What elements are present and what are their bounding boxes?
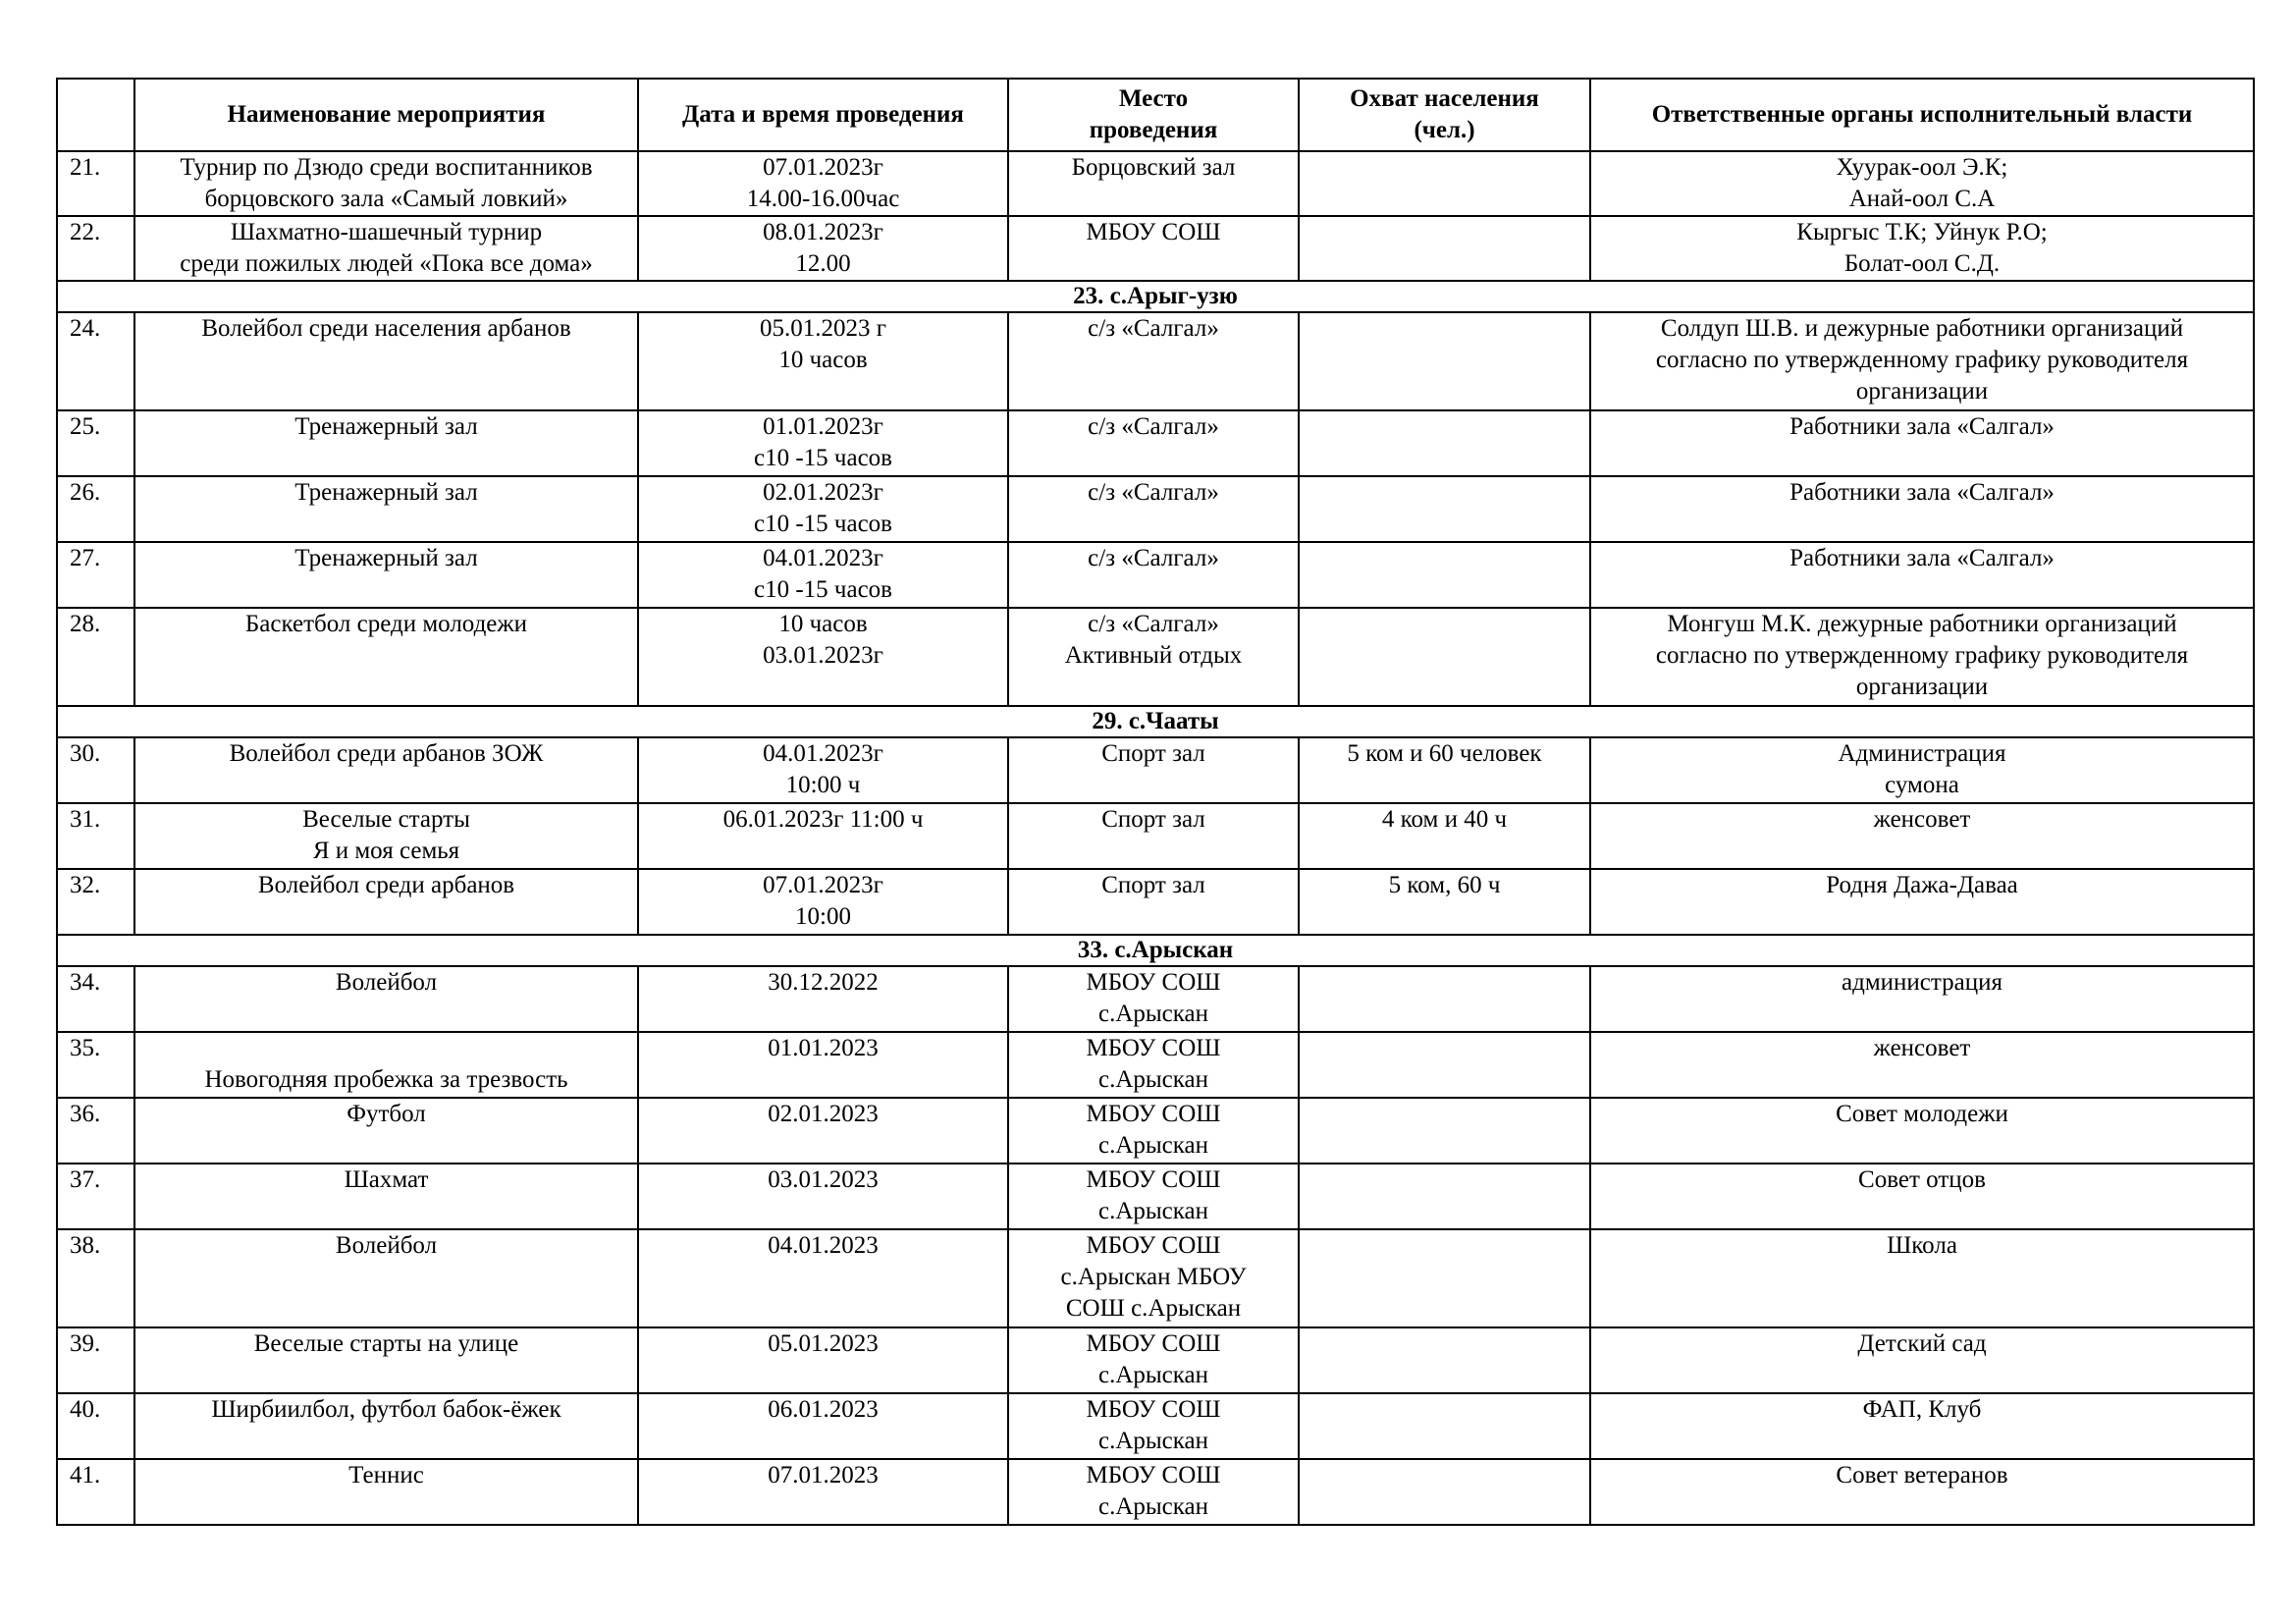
row-number: 28. xyxy=(57,608,134,706)
event-date-line: 06.01.2023г 11:00 ч xyxy=(722,806,924,833)
table-row xyxy=(57,1327,2254,1393)
row-number: 35. xyxy=(57,1032,134,1098)
event-date xyxy=(638,1393,1008,1459)
event-responsible-line: согласно по утвержденному графику руководителя xyxy=(1655,642,2189,669)
section-label: 23. с.Арыг-узю xyxy=(57,281,2254,312)
event-date-line: 01.01.2023 xyxy=(768,1035,879,1061)
event-venue-line: МБОУ СОШ xyxy=(1086,1232,1221,1259)
event-responsible-line: Монгуш М.К. дежурные работники организаций xyxy=(1667,611,2177,637)
event-date-line: 02.01.2023г xyxy=(763,479,883,506)
header-event-name: Наименование мероприятия xyxy=(134,79,638,151)
event-date-line: 04.01.2023 xyxy=(768,1232,879,1259)
row-number: 27. xyxy=(57,542,134,608)
event-responsible xyxy=(1590,312,2254,410)
event-responsible-line: Работники зала «Салгал» xyxy=(1789,479,2055,506)
event-coverage xyxy=(1299,869,1590,935)
event-responsible-line: Совет ветеранов xyxy=(1836,1462,2008,1489)
event-name xyxy=(134,542,638,608)
row-number: 30. xyxy=(57,737,134,803)
table-row xyxy=(57,216,2254,281)
event-venue xyxy=(1008,1393,1299,1459)
event-responsible-line: Школа xyxy=(1887,1232,1957,1259)
event-responsible xyxy=(1590,216,2254,281)
event-coverage-line: 5 ком и 60 человек xyxy=(1347,740,1542,767)
event-coverage xyxy=(1299,1229,1590,1327)
event-date-line: 01.01.2023г xyxy=(763,413,883,440)
event-venue-line: с/з «Салгал» xyxy=(1088,545,1219,571)
event-date-line: с10 -15 часов xyxy=(754,445,892,471)
row-number: 31. xyxy=(57,803,134,869)
event-date-line: с10 -15 часов xyxy=(754,511,892,537)
table-row xyxy=(57,1459,2254,1525)
header-date-time: Дата и время проведения xyxy=(638,79,1008,151)
event-venue-line: с.Арыскан xyxy=(1097,1066,1209,1093)
event-name-line: Волейбол среди арбанов xyxy=(257,872,515,898)
event-name xyxy=(134,1393,638,1459)
event-date-line: 07.01.2023г xyxy=(763,154,883,181)
row-number: 24. xyxy=(57,312,134,410)
event-coverage xyxy=(1299,1327,1590,1393)
table-row xyxy=(57,737,2254,803)
event-date xyxy=(638,803,1008,869)
event-name-line: Волейбол xyxy=(335,969,438,996)
event-venue xyxy=(1008,410,1299,476)
event-date-line: 04.01.2023г xyxy=(763,545,883,571)
row-number: 38. xyxy=(57,1229,134,1327)
event-responsible-line: женсовет xyxy=(1873,806,1971,833)
table-row xyxy=(57,410,2254,476)
header-responsible: Ответственные органы исполнительный власти xyxy=(1590,79,2254,151)
event-responsible-line: согласно по утвержденному графику руководителя xyxy=(1655,347,2189,373)
event-responsible xyxy=(1590,1393,2254,1459)
event-name xyxy=(134,608,638,706)
event-responsible xyxy=(1590,869,2254,935)
event-date-line: 04.01.2023г xyxy=(763,740,883,767)
event-name xyxy=(134,216,638,281)
event-venue-line: с.Арыскан xyxy=(1097,1362,1209,1388)
event-date xyxy=(638,312,1008,410)
event-coverage xyxy=(1299,803,1590,869)
event-date xyxy=(638,1327,1008,1393)
header-coverage: Охват населения (чел.) xyxy=(1299,79,1590,151)
event-name xyxy=(134,803,638,869)
row-number: 26. xyxy=(57,476,134,542)
event-venue-line: СОШ с.Арыскан xyxy=(1065,1295,1242,1322)
event-responsible xyxy=(1590,1327,2254,1393)
event-name-line: Турнир по Дзюдо среди воспитанников xyxy=(180,154,593,181)
event-venue-line: Активный отдых xyxy=(1064,642,1243,669)
event-name-line: Волейбол xyxy=(335,1232,438,1259)
table-row xyxy=(57,151,2254,216)
event-name-line: Тренажерный зал xyxy=(294,545,478,571)
event-responsible-line: Работники зала «Салгал» xyxy=(1789,413,2055,440)
event-responsible-line: Работники зала «Салгал» xyxy=(1789,545,2055,571)
event-name xyxy=(134,869,638,935)
event-date xyxy=(638,608,1008,706)
event-venue xyxy=(1008,1098,1299,1164)
event-venue-line: Спорт зал xyxy=(1101,740,1205,767)
event-venue xyxy=(1008,1164,1299,1229)
event-coverage xyxy=(1299,151,1590,216)
event-venue xyxy=(1008,803,1299,869)
event-coverage-line: 4 ком и 40 ч xyxy=(1381,806,1508,833)
row-number: 25. xyxy=(57,410,134,476)
event-venue xyxy=(1008,966,1299,1032)
event-name-line: Баскетбол среди молодежи xyxy=(244,611,528,637)
event-coverage xyxy=(1299,608,1590,706)
event-venue-line: МБОУ СОШ xyxy=(1086,1101,1221,1127)
event-responsible-line: Администрация xyxy=(1838,740,2006,767)
event-venue xyxy=(1008,542,1299,608)
event-responsible-line: женсовет xyxy=(1873,1035,1971,1061)
table-row xyxy=(57,608,2254,706)
event-date-line: 08.01.2023г xyxy=(763,219,883,245)
event-responsible xyxy=(1590,966,2254,1032)
event-coverage xyxy=(1299,410,1590,476)
event-coverage xyxy=(1299,542,1590,608)
event-responsible-line: администрация xyxy=(1842,969,2002,996)
row-number: 36. xyxy=(57,1098,134,1164)
event-venue-line: с.Арыскан xyxy=(1097,1493,1209,1520)
event-date xyxy=(638,1164,1008,1229)
row-number: 41. xyxy=(57,1459,134,1525)
event-responsible xyxy=(1590,608,2254,706)
event-responsible-line: Анай-оол С.А xyxy=(1848,186,1996,212)
events-table xyxy=(56,78,2255,1526)
event-venue-line: Борцовский зал xyxy=(1071,154,1236,181)
event-name-line xyxy=(139,1033,633,1064)
event-coverage xyxy=(1299,1393,1590,1459)
event-responsible xyxy=(1590,151,2254,216)
event-date xyxy=(638,410,1008,476)
table-row xyxy=(57,1229,2254,1327)
header-venue: Место проведения xyxy=(1008,79,1299,151)
event-responsible-line: организации xyxy=(1855,378,1989,405)
table-row xyxy=(57,1393,2254,1459)
event-coverage xyxy=(1299,1459,1590,1525)
row-number: 37. xyxy=(57,1164,134,1229)
event-name-line: борцовского зала «Самый ловкий» xyxy=(204,186,568,212)
table-row xyxy=(57,1032,2254,1098)
event-venue xyxy=(1008,151,1299,216)
event-venue-line: с.Арыскан МБОУ xyxy=(1060,1264,1247,1290)
event-name xyxy=(134,1327,638,1393)
section-label: 33. с.Арыскан xyxy=(57,935,2254,966)
event-venue-line: с/з «Салгал» xyxy=(1088,315,1219,342)
event-name-line: Тренажерный зал xyxy=(294,479,478,506)
event-coverage-line: 5 ком, 60 ч xyxy=(1388,872,1501,898)
event-venue-line: МБОУ СОШ xyxy=(1086,969,1221,996)
event-venue-line: МБОУ СОШ xyxy=(1086,1462,1221,1489)
event-name xyxy=(134,1098,638,1164)
event-date-line: 30.12.2022 xyxy=(768,969,879,996)
event-venue-line: с.Арыскан xyxy=(1097,1198,1209,1224)
event-coverage xyxy=(1299,1098,1590,1164)
event-name-line: среди пожилых людей «Пока все дома» xyxy=(180,250,593,277)
document-page xyxy=(56,78,2253,1526)
event-venue-line: МБОУ СОШ xyxy=(1086,219,1221,245)
event-name-line: Шахматно-шашечный турнир xyxy=(230,219,543,245)
event-date xyxy=(638,1229,1008,1327)
event-date xyxy=(638,1098,1008,1164)
event-responsible-line: Солдуп Ш.В. и дежурные работники организаций xyxy=(1660,315,2184,342)
event-name-line: Волейбол среди населения арбанов xyxy=(201,315,571,342)
event-name-line: Новогодняя пробежка за трезвость xyxy=(204,1066,568,1093)
event-responsible xyxy=(1590,410,2254,476)
event-venue-line: Спорт зал xyxy=(1101,872,1205,898)
table-header-row xyxy=(57,79,2254,151)
event-venue-line: с/з «Салгал» xyxy=(1088,479,1219,506)
event-venue-line: МБОУ СОШ xyxy=(1086,1166,1221,1193)
event-date-line: с10 -15 часов xyxy=(754,576,892,603)
event-name xyxy=(134,1032,638,1098)
event-name-line: Тренажерный зал xyxy=(294,413,478,440)
event-name-line: Я и моя семья xyxy=(312,838,460,864)
event-coverage xyxy=(1299,1032,1590,1098)
event-date-line: 12.00 xyxy=(795,250,851,277)
event-name xyxy=(134,312,638,410)
table-row xyxy=(57,803,2254,869)
section-row xyxy=(57,281,2254,312)
event-responsible-line: Совет отцов xyxy=(1858,1166,1986,1193)
event-venue xyxy=(1008,216,1299,281)
table-row xyxy=(57,966,2254,1032)
event-name-line: Веселые старты xyxy=(302,806,470,833)
event-name-line: Веселые старты на улице xyxy=(253,1330,519,1357)
table-row xyxy=(57,542,2254,608)
event-venue xyxy=(1008,869,1299,935)
event-coverage xyxy=(1299,737,1590,803)
event-name-line: Футбол xyxy=(347,1101,426,1127)
event-responsible xyxy=(1590,1164,2254,1229)
event-name-line: Волейбол среди арбанов ЗОЖ xyxy=(229,740,544,767)
event-date-line: 10:00 xyxy=(795,903,851,930)
event-date xyxy=(638,476,1008,542)
row-number: 39. xyxy=(57,1327,134,1393)
table-row xyxy=(57,1164,2254,1229)
event-date xyxy=(638,151,1008,216)
event-venue xyxy=(1008,476,1299,542)
event-name xyxy=(134,1229,638,1327)
row-number: 32. xyxy=(57,869,134,935)
event-venue-line: с/з «Салгал» xyxy=(1088,611,1219,637)
event-date xyxy=(638,216,1008,281)
event-venue-line: МБОУ СОШ xyxy=(1086,1035,1221,1061)
row-number: 21. xyxy=(57,151,134,216)
event-coverage xyxy=(1299,216,1590,281)
event-responsible xyxy=(1590,1098,2254,1164)
event-date-line: 03.01.2023г xyxy=(763,642,883,669)
event-responsible-line: организации xyxy=(1855,674,1989,700)
event-venue-line: с.Арыскан xyxy=(1097,1001,1209,1027)
event-responsible-line: Болат-оол С.Д. xyxy=(1843,250,2001,277)
table-row xyxy=(57,476,2254,542)
event-venue xyxy=(1008,1327,1299,1393)
event-date-line: 14.00-16.00час xyxy=(746,186,900,212)
event-coverage xyxy=(1299,966,1590,1032)
event-date-line: 07.01.2023 xyxy=(768,1462,879,1489)
event-date xyxy=(638,1032,1008,1098)
event-date-line: 10 часов xyxy=(778,611,868,637)
event-date xyxy=(638,966,1008,1032)
event-name-line: Ширбиилбол, футбол бабок-ёжек xyxy=(211,1396,561,1423)
event-responsible-line: Детский сад xyxy=(1857,1330,1987,1357)
event-date-line: 06.01.2023 xyxy=(768,1396,879,1423)
event-responsible-line: Родня Дажа-Даваа xyxy=(1826,872,2018,898)
event-venue-line: с.Арыскан xyxy=(1097,1428,1209,1454)
event-venue-line: МБОУ СОШ xyxy=(1086,1330,1221,1357)
event-venue-line: с/з «Салгал» xyxy=(1088,413,1219,440)
row-number: 22. xyxy=(57,216,134,281)
event-name xyxy=(134,737,638,803)
event-date xyxy=(638,1459,1008,1525)
event-venue xyxy=(1008,1032,1299,1098)
event-responsible-line: Хуурак-оол Э.К; xyxy=(1836,154,2008,181)
event-responsible xyxy=(1590,1032,2254,1098)
event-coverage xyxy=(1299,312,1590,410)
event-date-line: 07.01.2023г xyxy=(763,872,883,898)
event-venue xyxy=(1008,312,1299,410)
event-responsible xyxy=(1590,542,2254,608)
event-date-line: 05.01.2023 г xyxy=(759,315,886,342)
event-name xyxy=(134,151,638,216)
event-date-line: 10:00 ч xyxy=(785,772,861,798)
event-venue xyxy=(1008,1229,1299,1327)
table-row xyxy=(57,312,2254,410)
event-name xyxy=(134,476,638,542)
section-label: 29. с.Чааты xyxy=(57,706,2254,737)
event-coverage xyxy=(1299,476,1590,542)
event-date xyxy=(638,737,1008,803)
event-responsible-line: Кыргыс Т.К; Уйнук Р.О; xyxy=(1796,219,2048,245)
event-name xyxy=(134,410,638,476)
event-name xyxy=(134,966,638,1032)
event-venue xyxy=(1008,608,1299,706)
event-date xyxy=(638,869,1008,935)
event-responsible-line: Совет молодежи xyxy=(1836,1101,2008,1127)
section-row xyxy=(57,935,2254,966)
event-date xyxy=(638,542,1008,608)
event-responsible xyxy=(1590,803,2254,869)
row-number: 34. xyxy=(57,966,134,1032)
event-responsible xyxy=(1590,1459,2254,1525)
event-responsible-line: ФАП, Клуб xyxy=(1862,1396,1982,1423)
event-date-line: 02.01.2023 xyxy=(768,1101,879,1127)
event-coverage xyxy=(1299,1164,1590,1229)
event-name-line: Шахмат xyxy=(344,1166,429,1193)
event-venue-line: Спорт зал xyxy=(1101,806,1205,833)
event-date-line: 05.01.2023 xyxy=(768,1330,879,1357)
section-row xyxy=(57,706,2254,737)
row-number: 40. xyxy=(57,1393,134,1459)
event-responsible xyxy=(1590,1229,2254,1327)
event-name xyxy=(134,1459,638,1525)
event-name xyxy=(134,1164,638,1229)
event-venue-line: с.Арыскан xyxy=(1097,1132,1209,1159)
event-venue xyxy=(1008,1459,1299,1525)
table-row xyxy=(57,869,2254,935)
event-venue xyxy=(1008,737,1299,803)
event-date-line: 10 часов xyxy=(778,347,868,373)
event-name-line: Теннис xyxy=(348,1462,424,1489)
table-row xyxy=(57,1098,2254,1164)
event-responsible xyxy=(1590,737,2254,803)
event-date-line: 03.01.2023 xyxy=(768,1166,879,1193)
header-number xyxy=(57,79,134,151)
event-venue-line: МБОУ СОШ xyxy=(1086,1396,1221,1423)
event-responsible-line: сумона xyxy=(1885,772,1959,798)
event-responsible xyxy=(1590,476,2254,542)
